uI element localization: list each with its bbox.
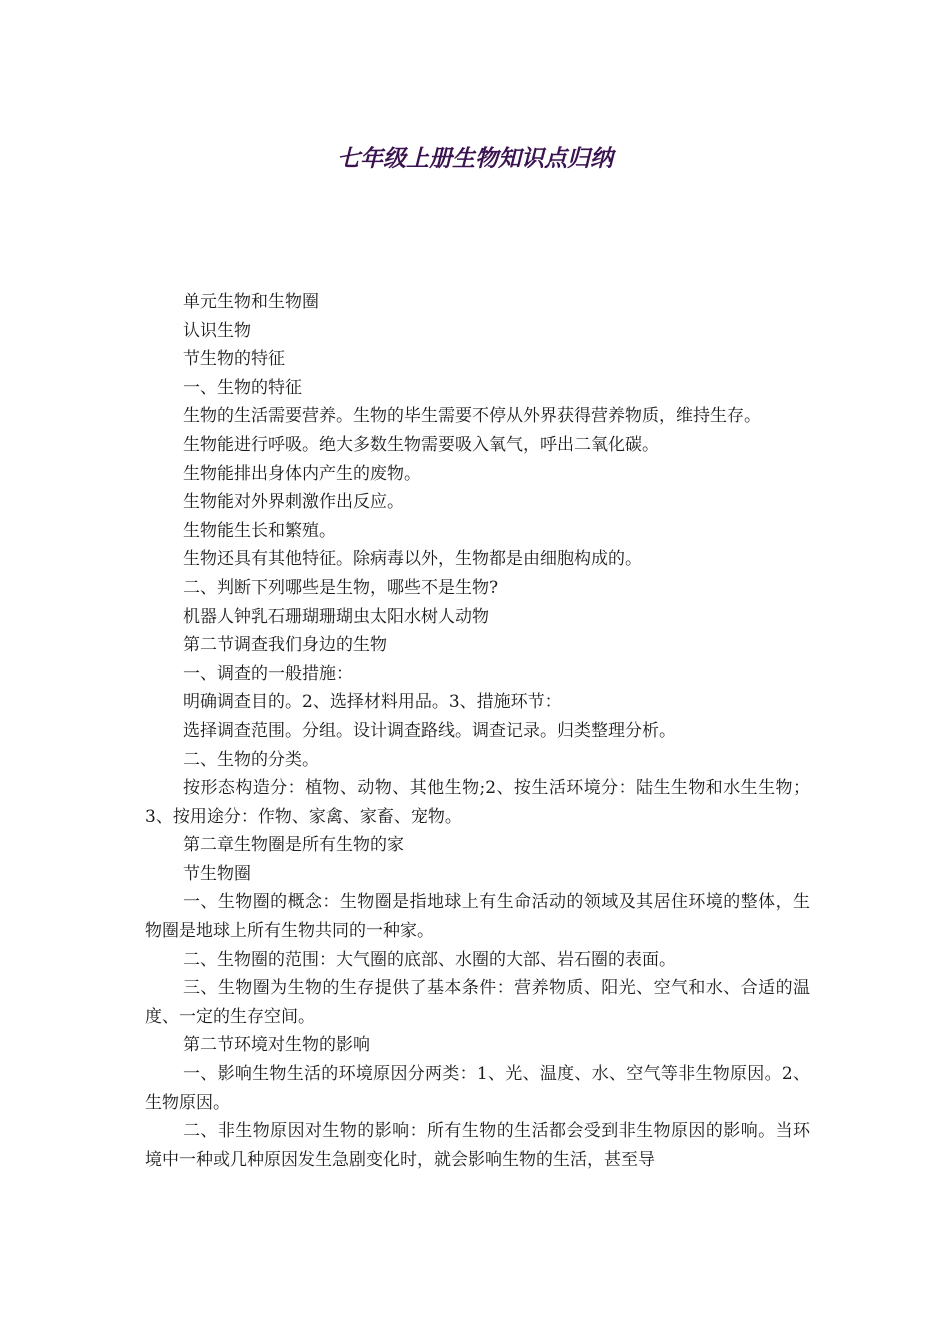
paragraph: 三、生物圈为生物的生存提供了基本条件：营养物质、阳光、空气和水、合适的温度、一定的生存空间。 bbox=[145, 978, 810, 1027]
paragraph: 二、非生物原因对生物的影响：所有生物的生活都会受到非生物原因的影响。当环境中一种或几种原因发生急剧变化时，就会影响生物的生活，甚至导 bbox=[145, 1121, 810, 1170]
paragraph: 生物能对外界刺激作出反应。 bbox=[183, 492, 404, 513]
paragraph: 生物能排出身体内产生的废物。 bbox=[183, 463, 421, 484]
paragraph-section-heading: 第二节环境对生物的影响 bbox=[183, 1035, 370, 1056]
paragraph: 一、生物的特征 bbox=[183, 377, 302, 398]
paragraph-chapter-heading: 认识生物 bbox=[183, 320, 251, 341]
paragraph: 一、生物圈的概念：生物圈是指地球上有生命活动的领域及其居住环境的整体，生物圈是地球上所有生物共同的一种家。 bbox=[145, 892, 810, 942]
paragraph: 生物能进行呼吸。绝大多数生物需要吸入氧气，呼出二氧化碳。 bbox=[183, 434, 659, 455]
paragraph-chapter-heading: 第二章生物圈是所有生物的家 bbox=[183, 835, 404, 856]
paragraph: 按形态构造分：植物、动物、其他生物;2、按生活环境分：陆生生物和水生生物；3、按用途分：作物、家禽、家畜、宠物。 bbox=[145, 778, 810, 827]
paragraph: 生物还具有其他特征。除病毒以外，生物都是由细胞构成的。 bbox=[183, 549, 642, 570]
paragraph: 生物的生活需要营养。生物的毕生需要不停从外界获得营养物质，维持生存。 bbox=[183, 406, 761, 427]
paragraph: 机器人钟乳石珊瑚珊瑚虫太阳水树人动物 bbox=[183, 606, 489, 627]
document-body bbox=[145, 288, 810, 1174]
paragraph-section-heading: 节生物的特征 bbox=[183, 349, 285, 370]
paragraph: 明确调查目的。2、选择材料用品。3、措施环节： bbox=[183, 692, 562, 713]
paragraph: 二、判断下列哪些是生物，哪些不是生物? bbox=[183, 577, 499, 598]
paragraph: 一、影响生物生活的环境原因分两类：1、光、温度、水、空气等非生物原因。2、生物原因。 bbox=[145, 1064, 810, 1113]
paragraph: 二、生物的分类。 bbox=[183, 749, 319, 770]
paragraph-section-heading: 第二节调查我们身边的生物 bbox=[183, 635, 387, 656]
paragraph: 一、调查的一般措施： bbox=[183, 663, 353, 684]
document-title: 七年级上册生物知识点归纳 bbox=[337, 146, 613, 172]
paragraph: 生物能生长和繁殖。 bbox=[183, 520, 336, 541]
paragraph-unit-heading: 单元生物和生物圈 bbox=[183, 292, 319, 312]
paragraph: 选择调查范围。分组。设计调查路线。调查记录。归类整理分析。 bbox=[183, 720, 676, 741]
paragraph: 二、生物圈的范围：大气圈的底部、水圈的大部、岩石圈的表面。 bbox=[183, 949, 676, 970]
paragraph-section-heading: 节生物圈 bbox=[183, 863, 251, 884]
